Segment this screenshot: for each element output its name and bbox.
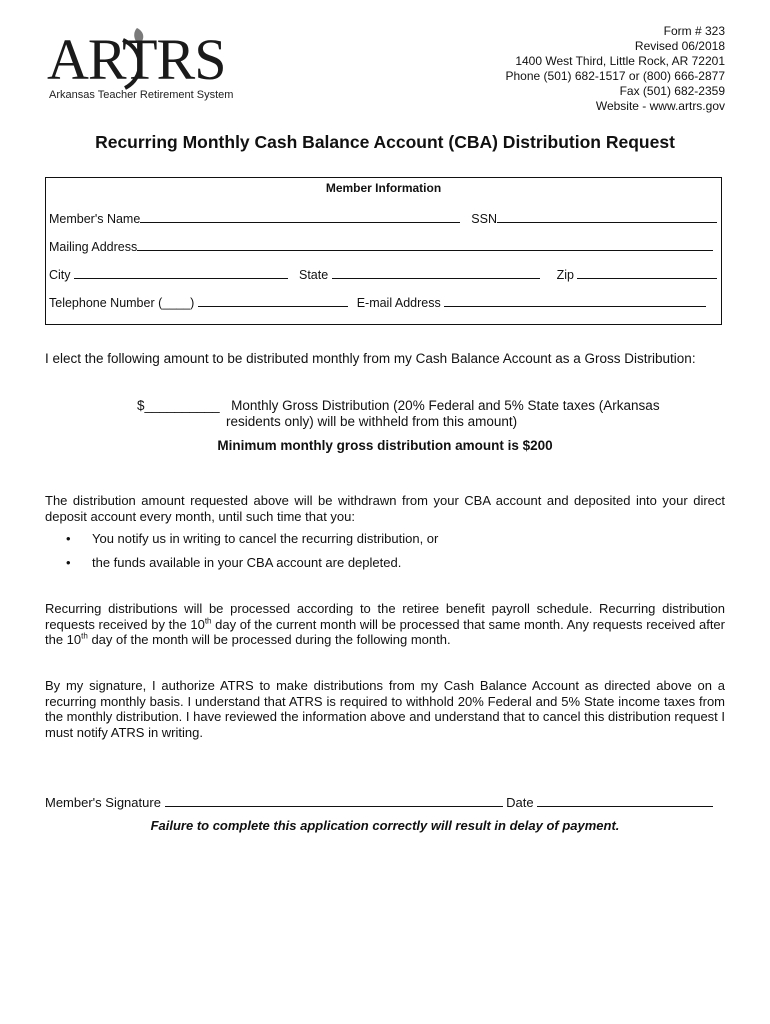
fax: Fax (501) 682-2359 [619,84,725,98]
logo-subtitle: Arkansas Teacher Retirement System [49,89,234,101]
city-label: City [49,268,71,282]
logo-wordmark [47,27,226,92]
zip-label: Zip [556,268,574,282]
ordinal-th-1: th [204,616,212,626]
bullet-item-1 [66,531,438,546]
phone-email-row [49,294,706,310]
amount-field[interactable]: $__________ [137,398,220,413]
amount-block [137,398,660,429]
amount-line-1 [137,398,660,414]
state-field[interactable] [332,266,540,279]
name-ssn-row [49,210,717,226]
member-information-box [45,177,722,325]
bullet-text-2: the funds available in your CBA account are depleted. [92,555,402,570]
mailing-address-field[interactable] [137,238,713,251]
ordinal-th-2: th [81,631,88,641]
processing-text-2: day of the current month will be processed that same month. Any requests received after the 10 [45,616,725,647]
zip-field[interactable] [577,266,717,279]
website[interactable]: Website - www.artrs.gov [595,99,725,113]
bullet-icon: • [66,555,71,570]
amount-description-1: Monthly Gross Distribution (20% Federal and 5% State taxes (Arkansas [231,398,660,413]
email-label: E-mail Address [356,296,441,310]
page-title: Recurring Monthly Cash Balance Account (CBA) Distribution Request [95,132,675,152]
minimum-amount-note: Minimum monthly gross distribution amount is $200 [217,438,553,453]
processing-text-1: Recurring distributions will be processed according to the retiree benefit payroll schedule. Recurring distribution requests received by the 10 [45,601,725,632]
ssn-field[interactable] [497,210,717,223]
telephone-field[interactable] [198,294,348,307]
processing-text-3: day of the month will be processed during the following month. [87,632,451,647]
state-label: State [298,268,329,282]
ssn-label: SSN [471,212,497,226]
distribution-paragraph: The distribution amount requested above will be withdrawn from your CBA account and deposited into your direct deposit account every month, until such time that you: [45,493,725,524]
logo-wordmark-text: ARTRS [47,27,226,92]
bullet-icon: • [66,531,71,546]
address: 1400 West Third, Little Rock, AR 72201 [515,54,725,68]
mailing-address-label: Mailing Address [49,240,138,254]
revised-date: Revised 06/2018 [634,39,725,53]
form-number: Form # 323 [663,24,725,38]
member-name-field[interactable] [140,210,460,223]
signature-row [45,794,713,810]
telephone-label: Telephone Number (____) [49,296,195,310]
member-info-title: Member Information [325,181,442,195]
header-contact-block [506,24,726,114]
bullet-text-1: You notify us in writing to cancel the recurring distribution, or [92,531,439,546]
signature-field[interactable] [165,794,503,807]
email-field[interactable] [444,294,706,307]
date-label: Date [506,795,534,810]
processing-paragraph [45,601,725,648]
election-intro: I elect the following amount to be distributed monthly from my Cash Balance Account as a Gross Distribution: [45,351,696,366]
phone: Phone (501) 682-1517 or (800) 666-2877 [505,69,725,83]
amount-description-2: residents only) will be withheld from this amount) [226,413,518,429]
signature-label: Member's Signature [45,795,161,810]
city-field[interactable] [74,266,288,279]
mailing-row [49,238,713,254]
failure-warning: Failure to complete this application correctly will result in delay of payment. [150,818,620,833]
member-name-label: Member's Name [49,212,141,226]
bullet-item-2 [66,555,401,570]
city-state-zip-row [49,266,717,282]
authorization-paragraph: By my signature, I authorize ATRS to make distributions from my Cash Balance Account as directed above on a recurring monthly basis. I understand that ATRS is required to withhold 20% Federal and 5% State income taxes from the monthly distribution. I have reviewed the information above and understand that to cancel this distribution request I must notify ATRS in writing. [45,678,726,740]
date-field[interactable] [537,794,713,807]
